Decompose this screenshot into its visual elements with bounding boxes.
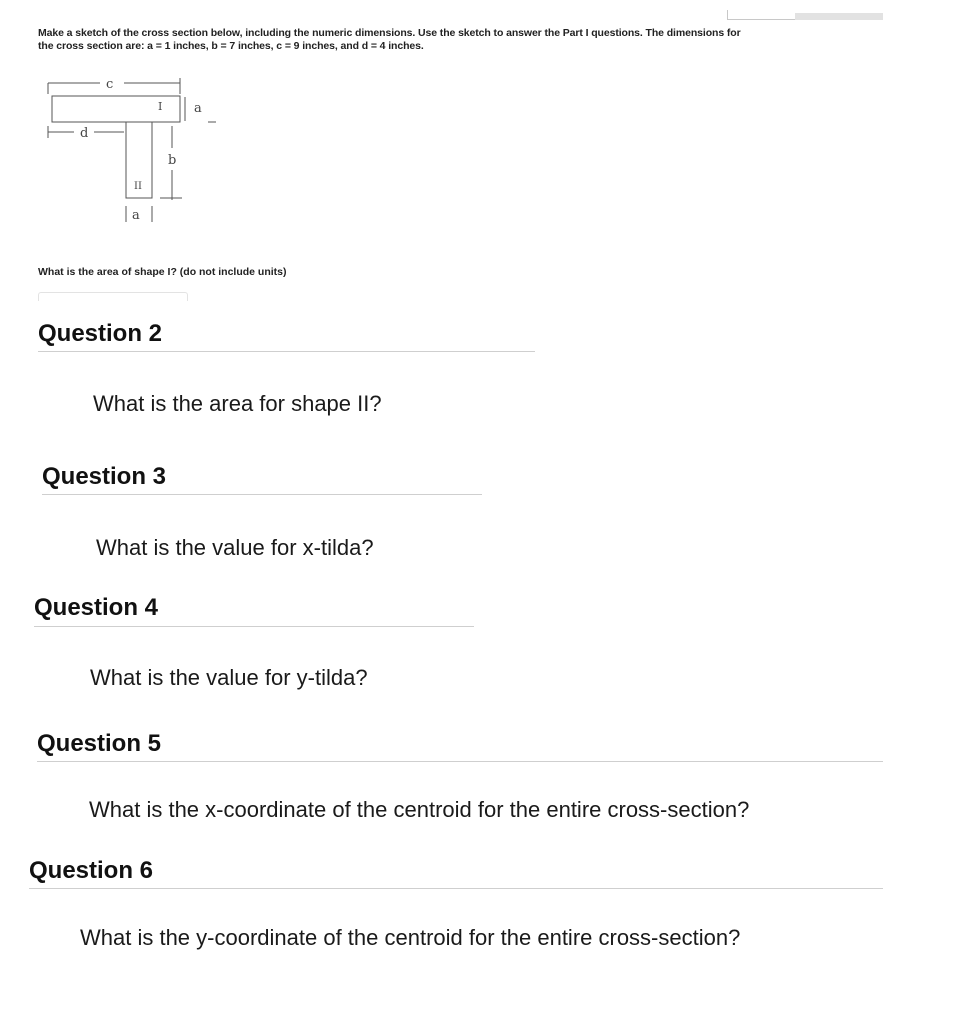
label-a-top: a xyxy=(194,101,202,116)
label-d: d xyxy=(80,126,89,141)
header-bar xyxy=(795,13,883,20)
instructions-line-2: the cross section are: a = 1 inches, b = 7 inches, c = 9 inches, and d = 4 inches. xyxy=(38,40,424,52)
question-5-heading: Question 5 xyxy=(37,730,162,757)
instructions xyxy=(38,27,858,53)
question-3-divider xyxy=(42,494,482,495)
question-6-text: What is the y-coordinate of the centroid for the entire cross-section? xyxy=(80,925,741,950)
question-5-text: What is the x-coordinate of the centroid for the entire cross-section? xyxy=(89,797,750,822)
cross-section-sketch xyxy=(44,74,224,226)
instructions-line-1: Make a sketch of the cross section below, including the numeric dimensions. Use the sketch to answer the Part I questions. The dimensions for xyxy=(38,27,741,39)
answer-input[interactable] xyxy=(38,292,188,301)
question-3-heading: Question 3 xyxy=(42,463,167,490)
question-5-divider xyxy=(37,761,883,762)
question-2-divider xyxy=(38,351,535,352)
label-c: c xyxy=(106,77,114,92)
question-3-text: What is the value for x-tilda? xyxy=(96,535,374,560)
question-4-heading: Question 4 xyxy=(34,594,159,621)
label-a-bottom: a xyxy=(132,208,140,223)
label-I: I xyxy=(158,100,163,113)
question-1-text: What is the area of shape I? (do not include units) xyxy=(38,266,287,278)
label-b: b xyxy=(168,153,177,168)
question-6-divider xyxy=(29,888,883,889)
question-4-text: What is the value for y-tilda? xyxy=(90,665,368,690)
question-4-divider xyxy=(34,626,474,627)
question-6-heading: Question 6 xyxy=(29,857,154,884)
label-II: II xyxy=(134,181,142,192)
question-2-text: What is the area for shape II? xyxy=(93,391,382,416)
question-2-heading: Question 2 xyxy=(38,320,163,347)
